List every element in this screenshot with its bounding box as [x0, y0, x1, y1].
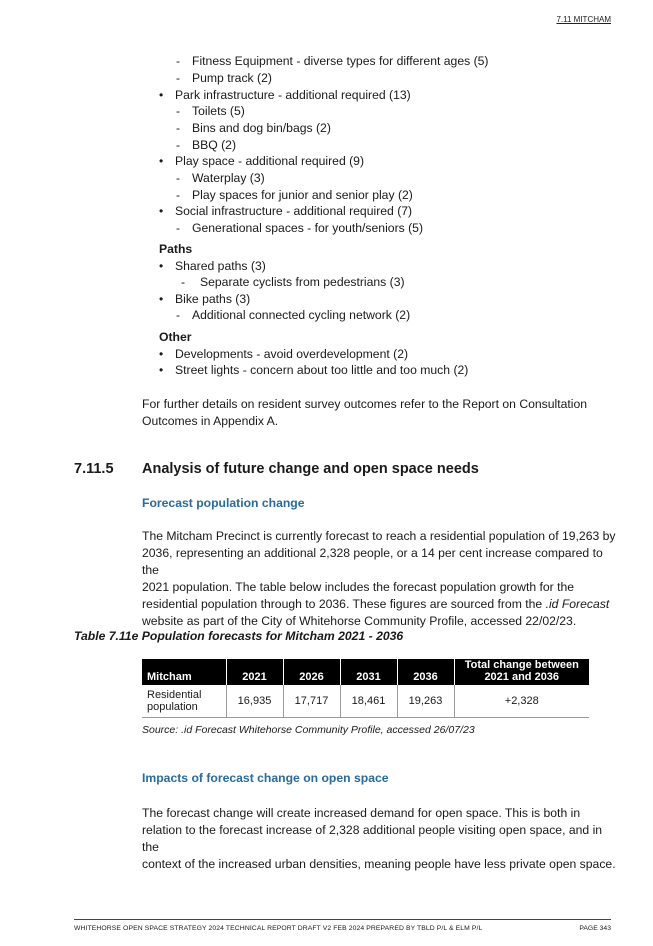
- table-cell: 19,263: [397, 685, 454, 717]
- column-header: 2036: [397, 659, 454, 685]
- dash-marker: -: [176, 121, 181, 135]
- list-item: Pump track (2): [192, 71, 272, 85]
- bullet-marker: •: [159, 363, 164, 377]
- page-number: PAGE 343: [579, 925, 611, 932]
- further-details-paragraph: [142, 396, 617, 430]
- bullet-marker: •: [159, 204, 164, 218]
- paragraph-line: The forecast change will create increased demand for open space. This is both in: [142, 806, 581, 820]
- bullet-marker: •: [159, 154, 164, 168]
- dash-marker: -: [176, 104, 181, 118]
- paths-heading: Paths: [159, 242, 193, 256]
- bullet-marker: •: [159, 88, 164, 102]
- list-item: Street lights - concern about too little and too much (2): [175, 363, 469, 377]
- table-caption: Table 7.11e Population forecasts for Mitcham 2021 - 2036: [74, 629, 404, 643]
- list-item: BBQ (2): [192, 138, 237, 152]
- paragraph-line: The Mitcham Precinct is currently forecast to reach a residential population of 19,263 by: [142, 529, 616, 543]
- bullet-marker: •: [159, 259, 164, 273]
- paragraph-line: For further details on resident survey outcomes refer to the Report on Consultation: [142, 397, 588, 411]
- forecast-paragraph: [142, 528, 617, 630]
- bullet-marker: •: [159, 347, 164, 361]
- column-header: 2031: [340, 659, 397, 685]
- paragraph-line: 2036, representing an additional 2,328 people, or a 14 per cent increase compared to the: [142, 546, 603, 577]
- paragraph-line: website as part of the City of Whitehorse Community Profile, accessed 22/02/23.: [142, 614, 577, 628]
- footer-text: WHITEHORSE OPEN SPACE STRATEGY 2024 TECHNICAL REPORT DRAFT V2 FEB 2024 PREPARED BY TBLD P/L & ELM P/L: [74, 925, 483, 932]
- paragraph-line: [142, 596, 617, 613]
- dash-marker: -: [176, 221, 181, 235]
- dash-marker: -: [176, 138, 181, 152]
- dash-marker: -: [176, 188, 181, 202]
- running-header[interactable]: 7.11 MITCHAM: [556, 15, 611, 24]
- section-title: Analysis of future change and open space needs: [142, 461, 479, 477]
- impacts-paragraph: [142, 805, 617, 873]
- list-item: Play spaces for junior and senior play (2): [192, 188, 413, 202]
- list-item: Waterplay (3): [192, 171, 265, 185]
- table-cell: Residential population: [142, 685, 226, 717]
- table-cell: +2,328: [454, 685, 589, 717]
- list-item: Additional connected cycling network (2): [192, 308, 411, 322]
- italic-source: .id Forecast: [545, 597, 610, 611]
- list-item: Toilets (5): [192, 104, 245, 118]
- table-cell: 16,935: [226, 685, 283, 717]
- footer-rule: [74, 919, 611, 920]
- list-item: Play space - additional required (9): [175, 154, 365, 168]
- table-row: [142, 685, 589, 717]
- dash-marker: -: [176, 308, 181, 322]
- table-cell: 17,717: [283, 685, 340, 717]
- paragraph-line: relation to the forecast increase of 2,328 additional people visiting open space, and in the: [142, 823, 603, 854]
- paragraph-line: context of the increased urban densities, meaning people have less private open space.: [142, 857, 616, 871]
- list-item: Developments - avoid overdevelopment (2): [175, 347, 409, 361]
- dash-marker: -: [176, 54, 181, 68]
- list-item: Bins and dog bin/bags (2): [192, 121, 331, 135]
- dash-marker: -: [181, 275, 186, 289]
- list-item: Park infrastructure - additional required (13): [175, 88, 411, 102]
- list-item: Fitness Equipment - diverse types for different ages (5): [192, 54, 489, 68]
- column-header: Mitcham: [142, 659, 226, 685]
- section-number: 7.11.5: [74, 461, 114, 477]
- impacts-heading: Impacts of forecast change on open space: [142, 771, 389, 785]
- table-header-row: [142, 659, 589, 685]
- dash-marker: -: [176, 171, 181, 185]
- column-header: Total change between 2021 and 2036: [454, 659, 589, 685]
- paragraph-line: Outcomes in Appendix A.: [142, 414, 279, 428]
- column-header: 2026: [283, 659, 340, 685]
- list-item: Generational spaces - for youth/seniors (5): [192, 221, 423, 235]
- paragraph-text: residential population through to 2036. These figures are sourced from the: [142, 597, 546, 611]
- table-cell: 18,461: [340, 685, 397, 717]
- forecast-heading: Forecast population change: [142, 496, 305, 510]
- dash-marker: -: [176, 71, 181, 85]
- list-item: Bike paths (3): [175, 292, 251, 306]
- column-header: 2021: [226, 659, 283, 685]
- table-source: Source: .id Forecast Whitehorse Community Profile, accessed 26/07/23: [142, 724, 475, 736]
- list-item: Social infrastructure - additional required (7): [175, 204, 413, 218]
- list-item: Shared paths (3): [175, 259, 266, 273]
- list-item: Separate cyclists from pedestrians (3): [200, 275, 405, 289]
- bullet-marker: •: [159, 292, 164, 306]
- other-heading: Other: [159, 330, 192, 344]
- paragraph-line: 2021 population. The table below includes the forecast population growth for the: [142, 580, 575, 594]
- population-table: [142, 659, 589, 718]
